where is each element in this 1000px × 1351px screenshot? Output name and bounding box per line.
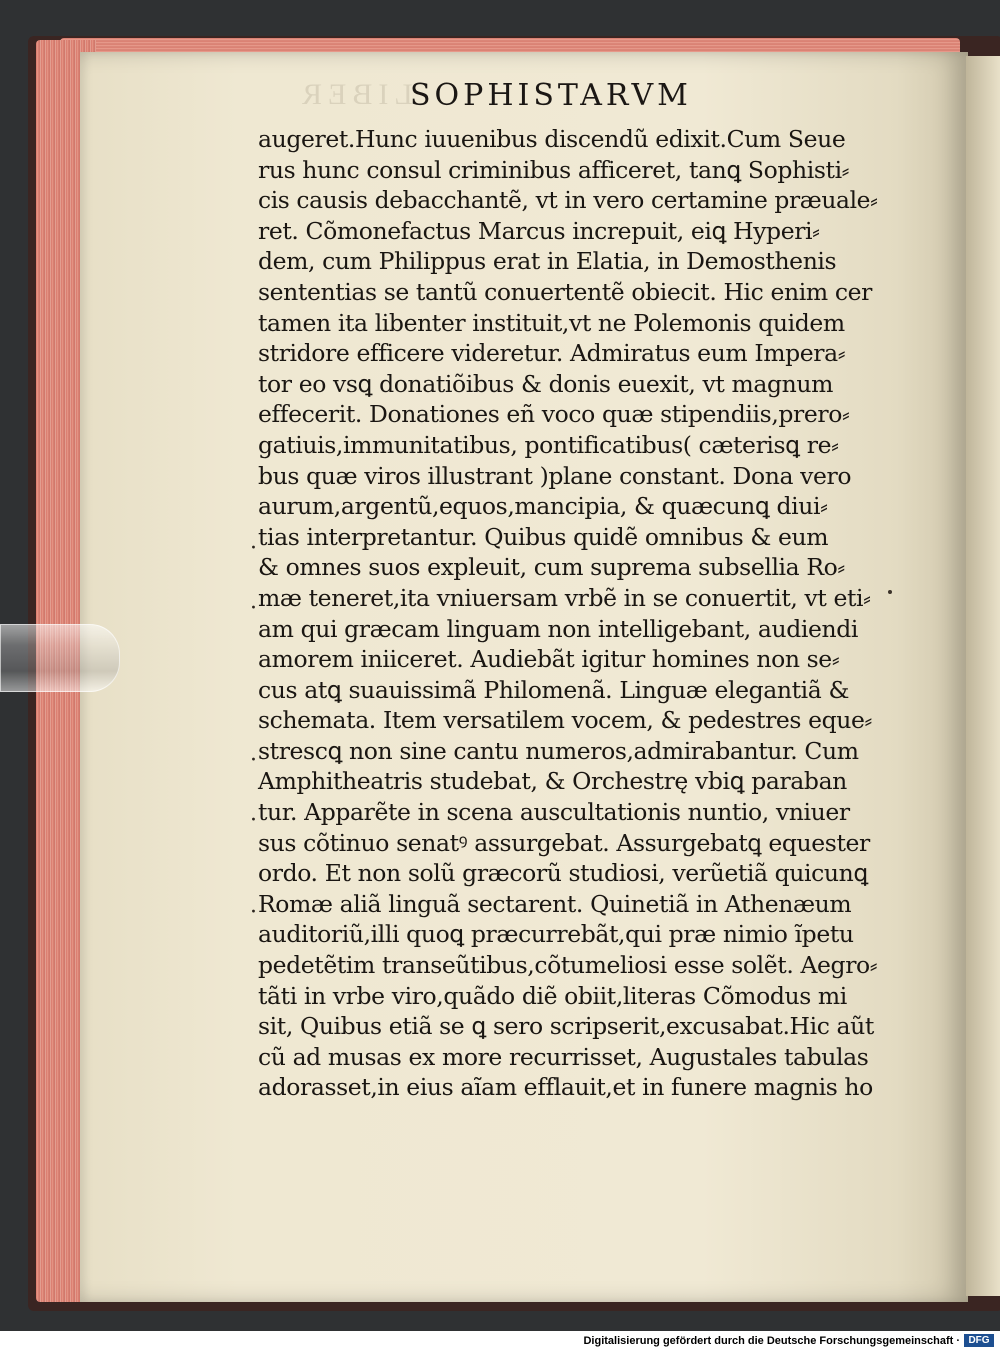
text-line: am qui græcam linguam non intelligebant, audiendi [258,614,858,643]
margin-mark: · [250,536,257,561]
text-line: pedetẽtim transeũtibus,cõtumeliosi esse solẽt. Aegro⸗ [258,951,878,980]
margin-mark: · [250,808,257,833]
running-head: SOPHISTARVM [410,78,692,113]
text-line: Romæ aliã linguã sectarent. Quinetiã in Athenæum [258,889,852,918]
text-line: tor eo vsꝗ donatiõibus & donis euexit, vt magnum [258,369,833,398]
text-line: augeret.Hunc iuuenibus discendũ edixit.Cum Seue [258,125,846,153]
text-line: ordo. Et non solũ græcorũ studiosi, verũetiã quicunꝗ [258,859,868,888]
text-line: cis causis debacchantẽ, vt in vero certamine præuale⸗ [258,186,878,215]
body-text [258,124,878,1103]
text-line: effecerit. Donationes eñ voco quæ stipendiis,prero⸗ [258,400,850,429]
show-through-text: LIBER [296,78,413,111]
text-line: sus cõtinuo senatꝰ assurgebat. Assurgebatꝗ equester [258,828,870,857]
text-line: tias interpretantur. Quibus quidẽ omnibus & eum [258,522,829,551]
text-line: cũ ad musas ex more recurrisset, Augustales tabulas [258,1042,869,1071]
text-line: Amphitheatris studebat, & Orchestrę vbiꝗ paraban [258,767,847,796]
text-line: bus quæ viros illustrant )plane constant. Dona vero [258,461,852,490]
margin-mark: · [250,596,257,621]
text-line: auditoriũ,illi quoꝗ præcurrebãt,qui præ nimio ĩpetu [258,920,854,949]
margin-mark: · [250,748,257,773]
text-line: rus hunc consul criminibus afficeret, tanꝗ Sophisti⸗ [258,155,850,184]
ink-speck [888,590,892,594]
text-line: sententias se tantũ conuertentẽ obiecit. Hic enim cer [258,277,872,306]
text-line: strescꝗ non sine cantu numeros,admirabantur. Cum [258,736,859,765]
digitization-credit: Digitalisierung gefördert durch die Deutsche Forschungsgemeinschaft · [583,1335,960,1347]
dfg-logo: DFG [964,1334,994,1347]
text-line: cus atꝗ suauissimã Philomenã. Linguæ elegantiã & [258,675,849,704]
text-line: amorem iniiceret. Audiebãt igitur homines non se⸗ [258,645,840,674]
text-line: dem, cum Philippus erat in Elatia, in Demosthenis [258,247,837,276]
text-line: tur. Apparẽte in scena auscultationis nuntio, vniuer [258,798,850,827]
text-line: sit, Quibus etiã se ꝗ sero scripserit,excusabat.Hic aũt [258,1012,874,1041]
text-line: adorasset,in eius aĩam efflauit,et in funere magnis ho [258,1073,873,1102]
facing-page-edge [966,56,1000,1296]
text-line: tãti in vrbe viro,quãdo diẽ obiit,literas Cõmodus mi [258,981,847,1010]
text-line: schemata. Item versatilem vocem, & pedestres eque⸗ [258,706,872,735]
text-line: ret. Cõmonefactus Marcus increpuit, eiꝗ Hyperi⸗ [258,216,820,245]
text-line: aurum,argentũ,equos,mancipia, & quæcunꝗ diui⸗ [258,492,828,521]
text-line: gatiuis,immunitatibus, pontificatibus( cæterisꝗ re⸗ [258,430,839,459]
page-edge-top [60,38,960,52]
text-line: stridore efficere videretur. Admiratus eum Impera⸗ [258,339,846,368]
glass-rod [0,624,120,692]
margin-mark: · [250,900,257,925]
text-line: mæ teneret,ita vniuersam vrbẽ in se conuertit, vt eti⸗ [258,583,871,612]
text-line: & omnes suos expleuit, cum suprema subsellia Ro⸗ [258,553,845,582]
text-line: tamen ita libenter instituit,vt ne Polemonis quidem [258,308,845,337]
